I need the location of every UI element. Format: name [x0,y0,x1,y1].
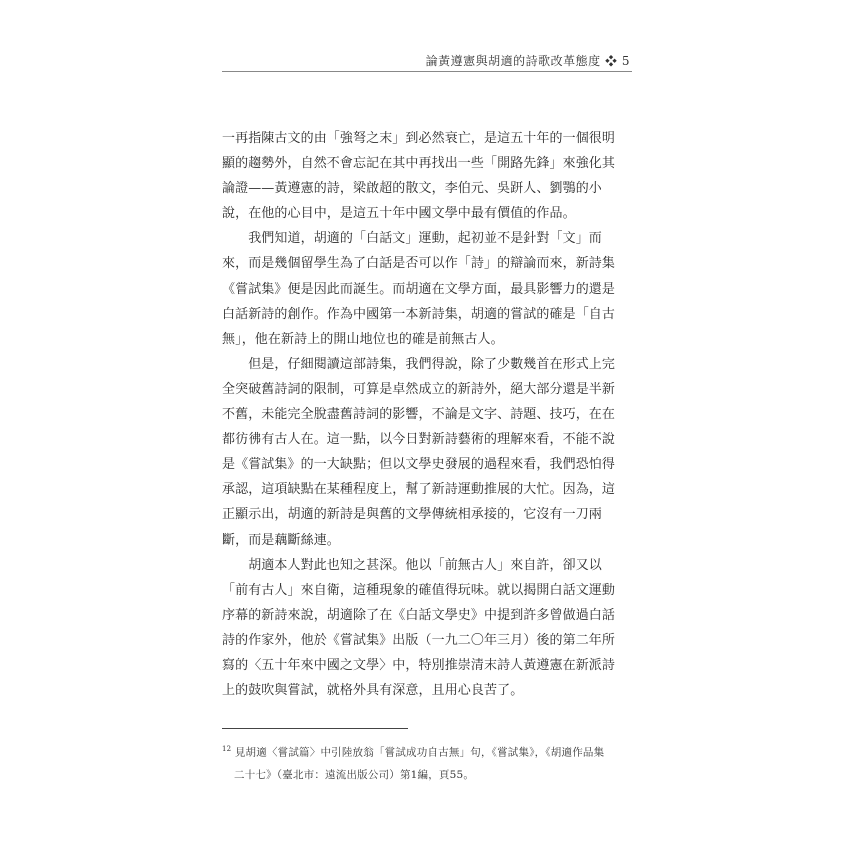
footnote-line: 二十七》（臺北市：遠流出版公司）第1編，頁55。 [234,768,475,781]
header-rule [222,71,632,72]
text-line: 一再指陳古文的由「強弩之末」到必然衰亡，是這五十年的一個很明 [222,131,616,146]
text-line: 都彷彿有古人在。這一點，以今日對新詩藝術的理解來看，不能不說 [222,432,616,448]
footnote-divider [222,728,408,729]
text-line: 寫的〈五十年來中國之文學〉中，特別推崇清末詩人黃遵憲在新派詩 [222,657,616,673]
text-line: 上的鼓吹與嘗試，就格外具有深意，且用心良苦了。 [222,683,524,699]
text-line: 說，在他的心目中，是這五十年中國文學中最有價值的作品。 [222,206,576,222]
footnote [222,738,634,786]
header-title: 論黃遵憲與胡適的詩歌改革態度 [425,54,601,68]
text-line: 但是，仔細閱讀這部詩集，我們得說，除了少數幾首在形式上完 [222,356,616,372]
text-line: 是《嘗試集》的一大缺點；但以文學史發展的過程來看，我們恐怕得 [222,457,616,473]
text-line: 承認，這項缺點在某種程度上，幫了新詩運動推展的大忙。因為，這 [222,482,616,498]
text-line: 正顯示出，胡適的新詩是與舊的文學傳統相承接的，它沒有一刀兩 [222,507,602,523]
header-separator-icon: ❖ [605,54,618,68]
text-line: 序幕的新詩來說，胡適除了在《白話文學史》中提到許多曾做過白話 [222,607,616,623]
text-line: 胡適本人對此也知之甚深。他以「前無古人」來自許，卻又以 [222,557,602,573]
text-line: 顯的趨勢外，自然不會忘記在其中再找出一些「開路先鋒」來強化其 [222,156,616,172]
text-line: 我們知道，胡適的「白話文」運動，起初並不是針對「文」而 [222,231,602,247]
footnote-line: 見胡適〈嘗試篇〉中引陸放翁「嘗試成功自古無」句，《嘗試集》，《胡適作品集 [234,746,605,759]
page-number: 5 [621,54,630,68]
text-line: 斷，而是藕斷絲連。 [222,532,340,548]
text-line: 論證——黃遵憲的詩，梁啟超的散文，李伯元、吳趼人、劉鶚的小 [222,181,602,197]
text-line: 來，而是幾個留學生為了白話是否可以作「詩」的辯論而來，新詩集 [222,256,616,272]
text-line: 白話新詩的創作。作為中國第一本新詩集，胡適的嘗試的確是「自古 [222,306,616,322]
footnote-number: 12 [222,745,232,753]
body-text [222,126,634,703]
text-line: 不舊，未能完全脫盡舊詩詞的影響，不論是文字、詩題、技巧，在在 [222,407,616,423]
text-line: 全突破舊詩詞的限制，可算是卓然成立的新詩外，絕大部分還是半新 [222,381,616,397]
text-line: 《嘗試集》便是因此而誕生。而胡適在文學方面，最具影響力的還是 [222,281,616,297]
text-line: 無」，他在新詩上的開山地位也的確是前無古人。 [222,331,504,347]
text-line: 詩的作家外，他於《嘗試集》出版（一九二〇年三月）後的第二年所 [222,632,616,648]
text-line: 「前有古人」來自衛，這種現象的確值得玩味。就以揭開白話文運動 [222,582,616,598]
running-header [300,52,630,70]
